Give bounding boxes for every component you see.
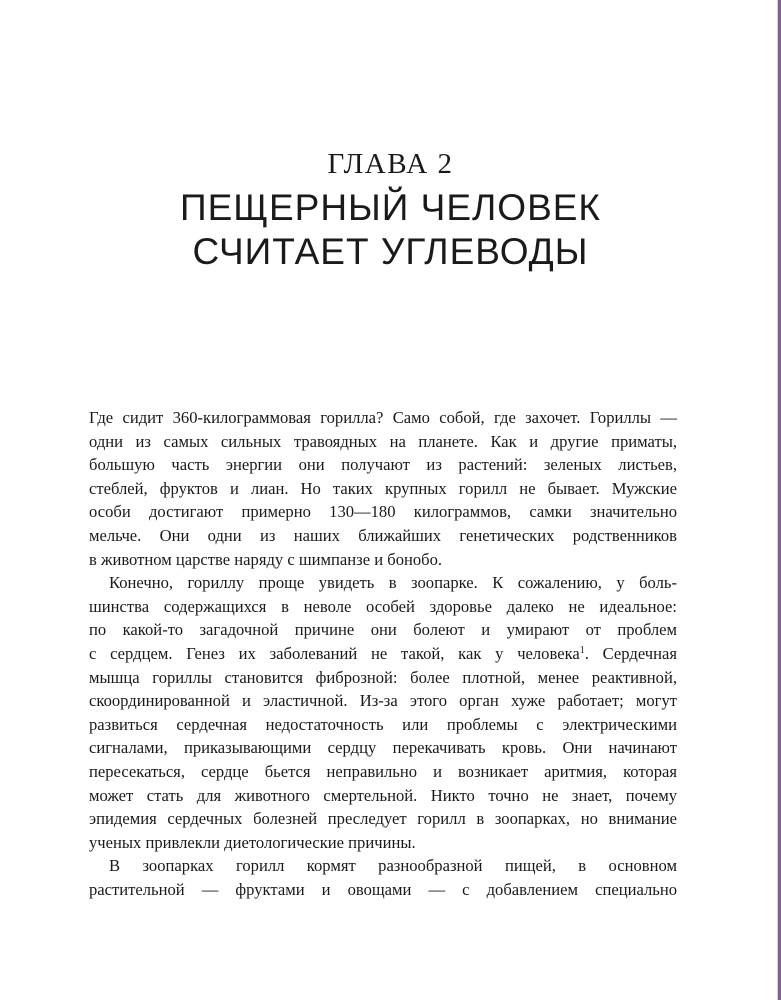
text-line: может стать для животного смертельной. Никто точно не знает, почему <box>89 785 677 805</box>
text-line: растительной — фруктами и овощами — с добавлением специально <box>89 879 677 899</box>
text-line: шинства содержащихся в неволе особей здоровье далеко не идеальное: <box>89 596 677 616</box>
paragraph-1 <box>89 406 677 571</box>
text-line: в животном царстве наряду с шимпанзе и бонобо. <box>89 549 443 569</box>
text-line: пересекаться, сердце бьется неправильно и возникает аритмия, которая <box>89 761 677 781</box>
text-line-with-footnote <box>89 642 677 666</box>
text-line: скоординированной и эластичной. Из-за этого орган хуже работает; могут <box>89 691 677 711</box>
text-line: по какой-то загадочной причине они болеют и умирают от проблем <box>89 620 677 640</box>
text-line: развиться сердечная недостаточность или проблемы с электрическими <box>89 714 677 734</box>
text-line: ученых привлекли диетологические причины. <box>89 832 416 852</box>
text-line: стеблей, фруктов и лиан. Но таких крупных горилл не бывает. Мужские <box>89 478 677 498</box>
text-line: мышца гориллы становится фиброзной: более плотной, менее реактивной, <box>89 667 677 687</box>
chapter-title <box>0 186 781 274</box>
text-line: эпидемия сердечных болезней преследует горилл в зоопарках, но внимание <box>89 809 677 829</box>
text-fragment: . Сердечная <box>584 643 677 663</box>
footnote-marker[interactable]: 1 <box>579 644 585 656</box>
text-line: Конечно, гориллу проще увидеть в зоопарке. К сожалению, у боль- <box>109 573 677 593</box>
text-line: В зоопарках горилл кормят разнообразной пищей, в основном <box>109 856 677 876</box>
text-line: особи достигают примерно 130—180 килограммов, самки значительно <box>89 502 677 522</box>
paragraph-2 <box>89 571 677 854</box>
text-line: Где сидит 360-килограммовая горилла? Само собой, где захочет. Гориллы — <box>89 408 677 427</box>
text-line: большую часть энергии они получают из растений: зеленых листьев, <box>89 455 677 475</box>
text-line: мельче. Они одни из наших ближайших генетических родственников <box>89 525 677 545</box>
text-line: сигналами, приказывающими сердцу перекачивать кровь. Они начинают <box>89 738 677 758</box>
chapter-label: ГЛАВА 2 <box>327 148 454 180</box>
chapter-title-line: ПЕЩЕРНЫЙ ЧЕЛОВЕК <box>180 187 601 228</box>
text-fragment: с сердцем. Генез их заболеваний не такой, как у человека <box>89 643 580 663</box>
paragraph-3 <box>89 854 677 901</box>
chapter-title-line: СЧИТАЕТ УГЛЕВОДЫ <box>192 231 589 272</box>
text-line: одни из самых сильных травоядных на планете. Как и другие приматы, <box>89 431 677 451</box>
body-text <box>89 406 677 901</box>
